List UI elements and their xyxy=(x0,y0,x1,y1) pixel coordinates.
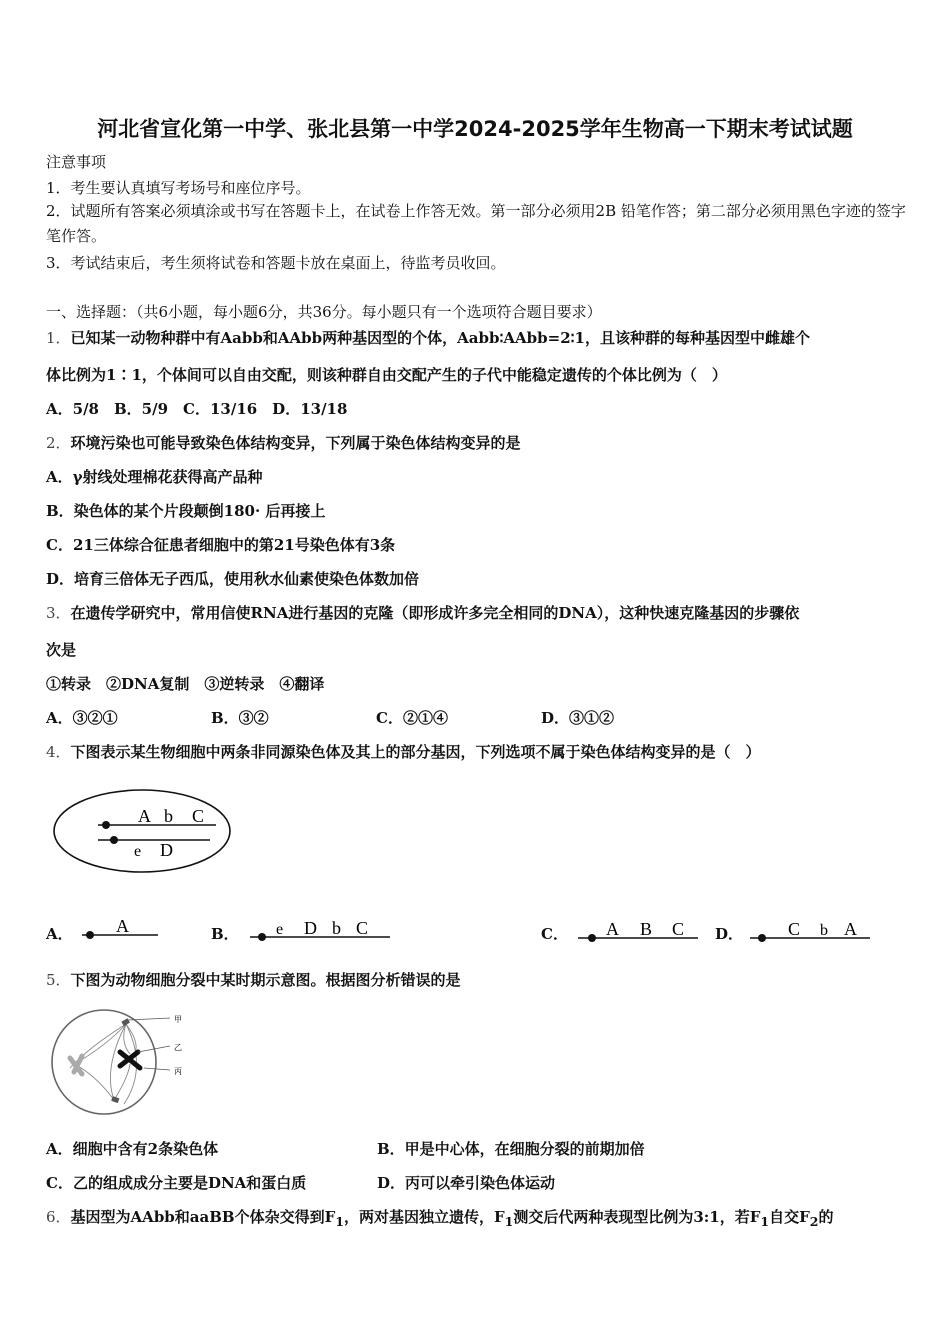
gene-label: C xyxy=(356,918,369,938)
chromosome-diagram xyxy=(50,786,240,876)
question-3-cont: 次是 xyxy=(46,641,77,659)
question-text: 已知某一动物种群中有Aabb和AAbb两种基因型的个体，Aabb∶AAbb=2∶1，且该种群的每种基因型中雌雄个 xyxy=(70,329,810,347)
notice-item-1: 1．考生要认真填写考场号和座位序号。 xyxy=(46,179,311,197)
option-d: D．丙可以牵引染色体运动 xyxy=(377,1174,556,1192)
section-heading: 一、选择题：（共6小题，每小题6分，共36分。每小题只有一个选项符合题目要求） xyxy=(46,303,602,321)
label-yi: 乙 xyxy=(174,1043,182,1052)
gene-label: A xyxy=(138,806,151,826)
question-1-options: A．5/8 B．5/9 C．13/16 D．13/18 xyxy=(46,400,348,418)
gene-label: b xyxy=(820,922,828,939)
question-6 xyxy=(46,1206,833,1229)
centriole-icon xyxy=(121,1018,130,1026)
question-number: 5． xyxy=(46,971,71,989)
gene-label: C xyxy=(788,919,801,939)
centromere xyxy=(86,931,94,939)
question-number: 4． xyxy=(46,743,71,761)
cell-outline xyxy=(54,790,230,872)
cell-division-diagram xyxy=(48,1008,198,1116)
cell-membrane xyxy=(52,1010,156,1114)
question-3 xyxy=(46,602,799,623)
gene-label: b xyxy=(332,918,341,938)
gene-label: D xyxy=(304,918,317,938)
question-number: 1． xyxy=(46,329,71,347)
option-c: C．21三体综合征患者细胞中的第21号染色体有3条 xyxy=(46,536,396,554)
notice-heading: 注意事项 xyxy=(46,153,107,171)
label-bing: 丙 xyxy=(174,1067,182,1076)
question-text: 在遗传学研究中，常用信使RNA进行基因的克隆（即形成许多完全相同的DNA），这种快速克隆基因的步骤依 xyxy=(70,604,800,622)
question-text: 环境污染也可能导致染色体结构变异，下列属于染色体结构变异的是 xyxy=(70,434,521,452)
notice-item-3: 3．考试结束后，考生须将试卷和答题卡放在桌面上，待监考员收回。 xyxy=(46,254,506,272)
label-jia: 甲 xyxy=(174,1015,182,1024)
option-a: A．细胞中含有2条染色体 xyxy=(46,1140,219,1158)
question-1 xyxy=(46,327,810,348)
question-text: 下图为动物细胞分裂中某时期示意图。根据图分析错误的是 xyxy=(70,971,461,989)
notice-item-2: 2．试题所有答案必须填涂或书写在答题卡上，在试卷上作答无效。第一部分必须用2B 铅笔作答；第二部分必须用黑色字迹的签字笔作答。 xyxy=(46,202,906,245)
gene-label: B xyxy=(640,919,653,939)
option-a: A．γ射线处理棉花获得高产品种 xyxy=(46,468,263,486)
option-a-chromosome xyxy=(78,912,162,946)
centromere-top xyxy=(102,821,110,829)
option-a-label: A． xyxy=(46,925,73,943)
question-text: 下图表示某生物细胞中两条非同源染色体及其上的部分基因，下列选项不属于染色体结构变异的是（ ） xyxy=(70,743,761,761)
question-text: 基因型为AAbb和aaBB个体杂交得到$F_1$，两对基因独立遗传，$F_1$测交后代两种表现型比例为3:1，若$F_1$自交$F_2$的 xyxy=(70,1208,834,1229)
centromere-bottom xyxy=(110,836,118,844)
option-c: C．乙的组成成分主要是DNA和蛋白质 xyxy=(46,1174,307,1192)
page-title: 河北省宣化第一中学、张北县第一中学2024-2025学年生物高一下期末考试试题 xyxy=(97,117,853,141)
option-d-label: D． xyxy=(715,925,744,943)
option-b: B．染色体的某个片段颠倒180· 后再接上 xyxy=(46,502,326,520)
question-number: 6． xyxy=(46,1208,71,1226)
centromere xyxy=(258,933,266,941)
option-a: A．③②① xyxy=(46,709,118,727)
question-number: 3． xyxy=(46,604,71,622)
gene-label: A xyxy=(606,919,619,939)
option-b: B．甲是中心体，在细胞分裂的前期加倍 xyxy=(377,1140,645,1158)
centromere xyxy=(758,934,766,942)
option-b-chromosome xyxy=(246,912,396,946)
gene-label: A xyxy=(116,916,129,936)
option-c-label: C． xyxy=(541,925,568,943)
gene-label: C xyxy=(672,919,685,939)
gene-label: D xyxy=(160,840,173,860)
option-c-chromosome xyxy=(574,912,704,946)
question-number: 2． xyxy=(46,434,71,452)
centromere xyxy=(588,934,596,942)
question-4 xyxy=(46,741,761,762)
option-c: C．②①④ xyxy=(376,709,448,727)
question-3-steps: ①转录 ②DNA复制 ③逆转录 ④翻译 xyxy=(46,675,325,693)
option-b: B．③② xyxy=(211,709,269,727)
option-b-label: B． xyxy=(211,925,239,943)
gene-label: A xyxy=(844,919,857,939)
chromosome-light xyxy=(70,1056,82,1074)
option-d-chromosome xyxy=(746,912,876,946)
gene-label: C xyxy=(192,806,205,826)
option-d: D．③①② xyxy=(541,709,615,727)
gene-label: b xyxy=(164,806,173,826)
option-d: D．培育三倍体无子西瓜，使用秋水仙素使染色体数加倍 xyxy=(46,570,420,588)
gene-label: e xyxy=(134,843,142,860)
question-2 xyxy=(46,432,521,453)
gene-label: e xyxy=(276,921,284,938)
question-5 xyxy=(46,969,461,990)
question-1-cont: 体比例为1∶1，个体间可以自由交配，则该种群自由交配产生的子代中能稳定遗传的个体比例为（ ） xyxy=(46,366,727,384)
